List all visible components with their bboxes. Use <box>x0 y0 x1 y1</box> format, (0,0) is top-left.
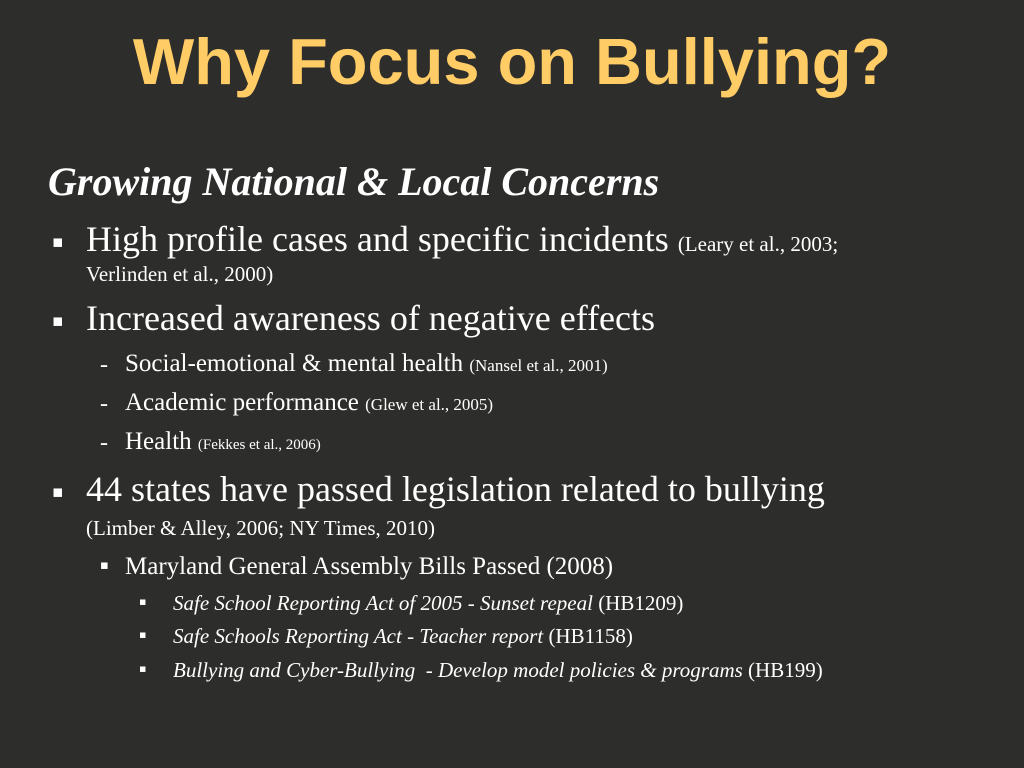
bullet-text: 44 states have passed legislation related to bullying <box>86 469 825 509</box>
bill-code: (HB199) <box>748 658 823 682</box>
bullet-marker: ▪ <box>139 628 147 641</box>
citation: (Nansel et al., 2001) <box>469 356 608 375</box>
bullet-marker: ▪ <box>52 311 64 331</box>
bill-name: Safe Schools Reporting Act - Teacher report <box>173 624 544 648</box>
bullet-marker: ▪ <box>52 482 64 502</box>
bill-code: (HB1209) <box>598 591 684 615</box>
citation-continuation: Verlinden et al., 2000) <box>86 262 274 286</box>
bullet-marker: ▪ <box>139 662 147 675</box>
sub-bullet-item <box>125 427 321 460</box>
citation: (Leary et al., 2003; <box>677 232 839 256</box>
bill-item <box>173 623 633 649</box>
bill-code: (HB1158) <box>548 624 633 648</box>
slide-subtitle: Growing National & Local Concerns <box>48 159 660 204</box>
bill-item <box>173 590 683 616</box>
bullet-marker: ▪ <box>100 558 109 573</box>
citation: (Fekkes et al., 2006) <box>197 437 321 453</box>
slide-title: Why Focus on Bullying? <box>132 25 892 98</box>
sub-bullet-item <box>125 388 493 420</box>
dash-marker: - <box>100 391 108 417</box>
sub-bullet-text: Health <box>125 428 192 455</box>
sub-bullet-text: Maryland General Assembly Bills Passed (2008) <box>125 553 614 580</box>
dash-marker: - <box>100 352 108 378</box>
sub-bullet-text: Social-emotional & mental health <box>125 350 464 377</box>
bill-name: Bullying and Cyber-Bullying - Develop model policies & programs <box>173 658 743 682</box>
sub-bullet-text: Academic performance <box>125 389 359 416</box>
bill-name: Safe School Reporting Act of 2005 - Sunset repeal <box>173 591 593 615</box>
bullet-marker: ▪ <box>52 232 64 252</box>
bullet-text: Increased awareness of negative effects <box>86 298 656 338</box>
bill-item <box>173 657 823 683</box>
bullet-text: High profile cases and specific incidents <box>86 219 669 259</box>
citation: (Limber & Alley, 2006; NY Times, 2010) <box>86 516 436 540</box>
dash-marker: - <box>100 430 108 456</box>
bullet-marker: ▪ <box>139 595 147 608</box>
citation: (Glew et al., 2005) <box>365 395 494 414</box>
sub-bullet-item <box>125 349 608 381</box>
bullet-item <box>86 219 838 264</box>
